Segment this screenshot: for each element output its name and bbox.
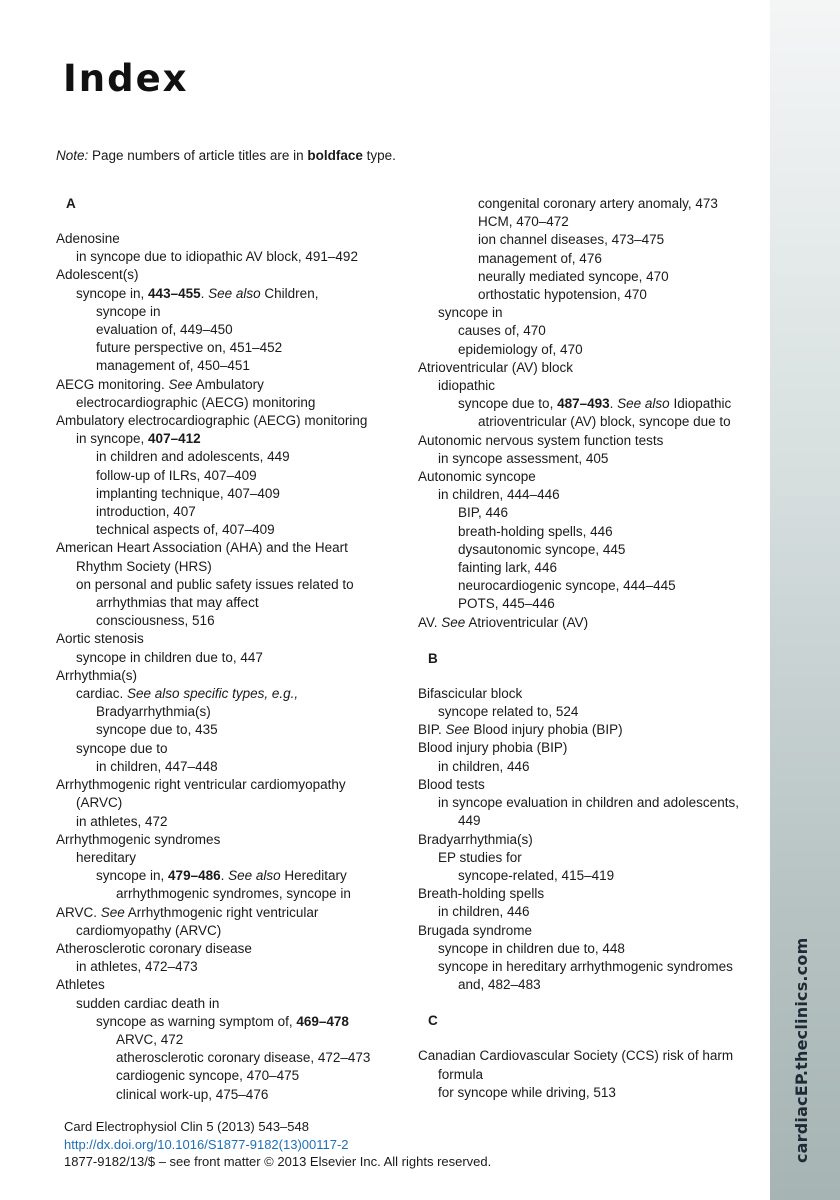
index-entry: [418, 213, 763, 231]
index-entry: [56, 357, 416, 375]
index-entry: [56, 594, 416, 612]
index-entry: [418, 958, 763, 976]
entry-text: syncope in,: [96, 868, 169, 884]
index-entry: [418, 286, 763, 304]
index-entry: [418, 849, 763, 867]
entry-text: syncope in: [438, 305, 503, 321]
entry-text: and, 482–483: [458, 977, 541, 993]
index-entry: [56, 958, 416, 976]
index-entry: [418, 195, 763, 213]
entry-text: cardiogenic syncope, 470–475: [116, 1068, 300, 1084]
entry-text: arrhythmias that may affect: [96, 595, 259, 611]
entry-text: Canadian Cardiovascular Society (CCS) risk of harm: [418, 1048, 734, 1064]
index-entry: [418, 595, 763, 613]
index-entry: [418, 812, 763, 830]
side-band: [770, 0, 840, 1200]
index-entry: [56, 758, 416, 776]
footer: [64, 1118, 491, 1171]
entry-text: Athletes: [56, 977, 105, 993]
citation: Card Electrophysiol Clin 5 (2013) 543–548: [64, 1119, 309, 1134]
entry-text: Ambulatory: [192, 376, 264, 392]
index-entry: [418, 341, 763, 359]
index-entry: [418, 922, 763, 940]
entry-text: management of, 450–451: [96, 358, 250, 374]
index-entry: [418, 831, 763, 849]
see-also-italic: See: [168, 376, 193, 392]
entry-text: Arrhythmogenic right ventricular cardiomyopathy: [56, 777, 346, 793]
note-text-end: type.: [362, 148, 396, 163]
index-entry: [56, 521, 416, 539]
section-gap: [418, 632, 763, 650]
entry-text: Autonomic nervous system function tests: [418, 432, 664, 448]
entry-text: (ARVC): [76, 795, 123, 811]
index-entry: [418, 468, 763, 486]
note-bold: boldface: [307, 148, 363, 163]
entry-text: electrocardiographic (AECG) monitoring: [76, 394, 316, 410]
entry-text: Idiopathic: [669, 396, 732, 412]
entry-text: in syncope assessment, 405: [438, 450, 609, 466]
index-entry: [56, 612, 416, 630]
entry-text: hereditary: [76, 849, 137, 865]
entry-text: Bradyarrhythmia(s): [418, 831, 533, 847]
entry-text: syncope due to: [76, 740, 168, 756]
index-entry: [418, 450, 763, 468]
index-entry: [56, 558, 416, 576]
entry-text: atrioventricular (AV) block, syncope due to: [478, 414, 731, 430]
index-entry: [56, 339, 416, 357]
entry-text: neurally mediated syncope, 470: [478, 268, 669, 284]
index-entry: [56, 285, 416, 303]
index-entry: [418, 250, 763, 268]
entry-text: in syncope,: [76, 431, 149, 447]
entry-text: sudden cardiac death in: [76, 995, 220, 1011]
entry-text: ion channel diseases, 473–475: [478, 232, 665, 248]
entry-text: implanting technique, 407–409: [96, 485, 280, 501]
index-entry: [56, 1049, 416, 1067]
index-entry: [418, 304, 763, 322]
index-entry: [56, 721, 416, 739]
entry-text: introduction, 407: [96, 504, 196, 520]
index-entry: [56, 740, 416, 758]
index-entry: [56, 248, 416, 266]
entry-text: syncope in children due to, 448: [438, 940, 625, 956]
see-also-italic: See: [445, 722, 470, 738]
index-entry: [418, 1084, 763, 1102]
section-letter: B: [428, 650, 438, 666]
entry-text: technical aspects of, 407–409: [96, 522, 275, 538]
entry-text: Brugada syndrome: [418, 922, 533, 938]
index-column-left: [56, 195, 416, 1104]
index-entry: [418, 577, 763, 595]
index-entry: [56, 831, 416, 849]
entry-text: Arrhythmogenic right ventricular: [124, 904, 319, 920]
index-entry: [56, 649, 416, 667]
index-entry: [56, 776, 416, 794]
index-entry: [56, 904, 416, 922]
entry-text: consciousness, 516: [96, 613, 215, 629]
index-entry: [56, 922, 416, 940]
entry-text: Ambulatory electrocardiographic (AECG) monitoring: [56, 413, 368, 429]
entry-text: in children, 446: [438, 904, 530, 920]
index-entry: [56, 376, 416, 394]
entry-text: Atrioventricular (AV) block: [418, 359, 574, 375]
index-entry: [418, 903, 763, 921]
entry-text: Breath-holding spells: [418, 886, 545, 902]
entry-text: Aortic stenosis: [56, 631, 144, 647]
entry-text: arrhythmogenic syndromes, syncope in: [116, 886, 351, 902]
index-entry: [56, 976, 416, 994]
note-text: Page numbers of article titles are in: [88, 148, 308, 163]
entry-text: BIP.: [418, 722, 446, 738]
doi-link[interactable]: http://dx.doi.org/10.1016/S1877-9182(13)00117-2: [64, 1136, 349, 1152]
entry-text: cardiac.: [76, 686, 128, 702]
entry-text: syncope in: [96, 303, 161, 319]
index-entry: [418, 739, 763, 757]
entry-text: Blood tests: [418, 776, 485, 792]
index-entry: [418, 758, 763, 776]
index-entry: [56, 849, 416, 867]
index-entry: [418, 614, 763, 632]
entry-text: orthostatic hypotension, 470: [478, 287, 647, 303]
index-entry: [418, 541, 763, 559]
index-entry: [56, 503, 416, 521]
section-gap: [418, 994, 763, 1012]
entry-text: causes of, 470: [458, 323, 546, 339]
entry-text: evaluation of, 449–450: [96, 322, 233, 338]
entry-text: breath-holding spells, 446: [458, 523, 613, 539]
index-entry: [56, 430, 416, 448]
entry-text: clinical work-up, 475–476: [116, 1086, 269, 1102]
entry-text: syncope due to, 435: [96, 722, 218, 738]
index-entry: [418, 432, 763, 450]
see-also-italic: See also: [228, 868, 281, 884]
entry-text: epidemiology of, 470: [458, 341, 583, 357]
entry-text: POTS, 445–446: [458, 596, 555, 612]
index-entry: [418, 523, 763, 541]
entry-text: AV.: [418, 614, 442, 630]
index-entry: [56, 448, 416, 466]
entry-text: syncope in hereditary arrhythmogenic syndromes: [438, 958, 733, 974]
index-entry: [56, 1031, 416, 1049]
index-entry: [56, 467, 416, 485]
entry-text: Children,: [260, 285, 319, 301]
entry-text: ARVC, 472: [116, 1031, 184, 1047]
index-entry: [56, 867, 416, 885]
index-entry: [56, 266, 416, 284]
entry-text: Adenosine: [56, 231, 120, 246]
entry-text: American Heart Association (AHA) and the Heart: [56, 540, 348, 556]
index-entry: [56, 940, 416, 958]
entry-text: in children, 446: [438, 758, 530, 774]
index-entry: [56, 321, 416, 339]
entry-text: fainting lark, 446: [458, 560, 558, 576]
entry-text: for syncope while driving, 513: [438, 1084, 616, 1100]
entry-text: Blood injury phobia (BIP): [418, 740, 568, 756]
entry-text: Bifascicular block: [418, 685, 523, 701]
index-entry: [56, 630, 416, 648]
entry-text: 449: [458, 813, 481, 829]
entry-text: ARVC.: [56, 904, 101, 920]
entry-text: syncope related to, 524: [438, 704, 579, 720]
entry-text: formula: [438, 1066, 484, 1082]
note-line: [56, 148, 396, 163]
index-entry: [56, 995, 416, 1013]
index-entry: [418, 794, 763, 812]
index-entry: [418, 486, 763, 504]
entry-text: Arrhythmia(s): [56, 667, 138, 683]
entry-text: idiopathic: [438, 378, 496, 394]
entry-text: in children, 444–446: [438, 487, 560, 503]
entry-text: management of, 476: [478, 250, 602, 266]
entry-text: Rhythm Society (HRS): [76, 558, 212, 574]
entry-text: syncope in children due to, 447: [76, 649, 263, 665]
index-entry: [56, 794, 416, 812]
entry-text: .: [220, 868, 229, 884]
page-range-bold: 469–478: [296, 1013, 349, 1029]
index-entry: [418, 559, 763, 577]
entry-text: in athletes, 472: [76, 813, 168, 829]
entry-text: Adolescent(s): [56, 267, 139, 283]
entry-text: future perspective on, 451–452: [96, 340, 283, 356]
index-entry: [56, 667, 416, 685]
section-letter: C: [428, 1013, 438, 1029]
index-entry: [418, 685, 763, 703]
index-entry: [418, 504, 763, 522]
entry-text: dysautonomic syncope, 445: [458, 541, 626, 557]
see-also-italic: See: [100, 904, 125, 920]
page-range-bold: 487–493: [557, 396, 610, 412]
entry-text: Atherosclerotic coronary disease: [56, 940, 252, 956]
entry-text: EP studies for: [438, 849, 522, 865]
entry-text: Arrhythmogenic syndromes: [56, 831, 221, 847]
index-entry: [418, 703, 763, 721]
entry-text: AECG monitoring.: [56, 376, 169, 392]
index-entry: [418, 885, 763, 903]
entry-text: BIP, 446: [458, 505, 509, 521]
index-column-right: [418, 195, 763, 1102]
see-also-italic: See also: [617, 396, 670, 412]
index-entry: [418, 359, 763, 377]
index-entry: [418, 867, 763, 885]
entry-text: Bradyarrhythmia(s): [96, 704, 211, 720]
entry-text: HCM, 470–472: [478, 214, 569, 230]
index-entry: [56, 885, 416, 903]
index-entry: [56, 394, 416, 412]
entry-text: Autonomic syncope: [418, 469, 536, 485]
entry-text: cardiomyopathy (ARVC): [76, 922, 222, 938]
index-entry: [56, 230, 416, 248]
index-entry: [418, 231, 763, 249]
entry-text: Atrioventricular (AV): [465, 614, 589, 630]
entry-text: neurocardiogenic syncope, 444–445: [458, 578, 676, 594]
entry-text: .: [609, 396, 618, 412]
index-entry: [418, 395, 763, 413]
entry-text: .: [200, 285, 209, 301]
entry-text: follow-up of ILRs, 407–409: [96, 467, 257, 483]
index-entry: [56, 303, 416, 321]
index-entry: [56, 539, 416, 557]
index-entry: [418, 976, 763, 994]
index-entry: [56, 485, 416, 503]
entry-text: syncope-related, 415–419: [458, 867, 615, 883]
index-entry: [56, 576, 416, 594]
index-entry: [56, 685, 416, 703]
see-also-italic: See: [441, 614, 466, 630]
index-entry: [418, 940, 763, 958]
index-entry: [56, 813, 416, 831]
entry-text: atherosclerotic coronary disease, 472–473: [116, 1050, 371, 1066]
page-range-bold: 479–486: [168, 868, 221, 884]
index-entry: [418, 776, 763, 794]
entry-text: on personal and public safety issues related to: [76, 576, 354, 592]
entry-text: syncope as warning symptom of,: [96, 1013, 297, 1029]
index-entry: [56, 703, 416, 721]
note-label: Note:: [56, 148, 89, 163]
entry-text: in children and adolescents, 449: [96, 449, 290, 465]
index-entry: [418, 413, 763, 431]
entry-text: syncope due to,: [458, 396, 558, 412]
entry-text: in syncope evaluation in children and adolescents,: [438, 795, 739, 811]
copyright: 1877-9182/13/$ – see front matter © 2013 Elsevier Inc. All rights reserved.: [64, 1154, 492, 1169]
index-entry: [418, 721, 763, 739]
page-range-bold: 443–455: [148, 285, 201, 301]
entry-text: Hereditary: [280, 868, 347, 884]
entry-text: Blood injury phobia (BIP): [469, 722, 623, 738]
index-entry: [418, 1047, 763, 1065]
entry-text: congenital coronary artery anomaly, 473: [478, 196, 718, 211]
entry-text: in children, 447–448: [96, 758, 218, 774]
index-entry: [56, 1086, 416, 1104]
index-entry: [56, 1013, 416, 1031]
entry-text: in athletes, 472–473: [76, 959, 198, 975]
index-entry: [418, 377, 763, 395]
index-entry: [418, 322, 763, 340]
journal-url: cardiacEP.theclinics.com: [792, 937, 811, 1163]
index-entry: [418, 1066, 763, 1084]
index-entry: [56, 1067, 416, 1085]
index-entry: [56, 412, 416, 430]
index-entry: [418, 268, 763, 286]
entry-text: in syncope due to idiopathic AV block, 491–492: [76, 249, 358, 265]
see-also-italic: See also specific types, e.g.,: [127, 686, 299, 702]
entry-text: syncope in,: [76, 285, 149, 301]
see-also-italic: See also: [208, 285, 261, 301]
page-title: Index: [63, 57, 189, 100]
section-letter: A: [66, 196, 76, 211]
page-range-bold: 407–412: [148, 431, 201, 447]
